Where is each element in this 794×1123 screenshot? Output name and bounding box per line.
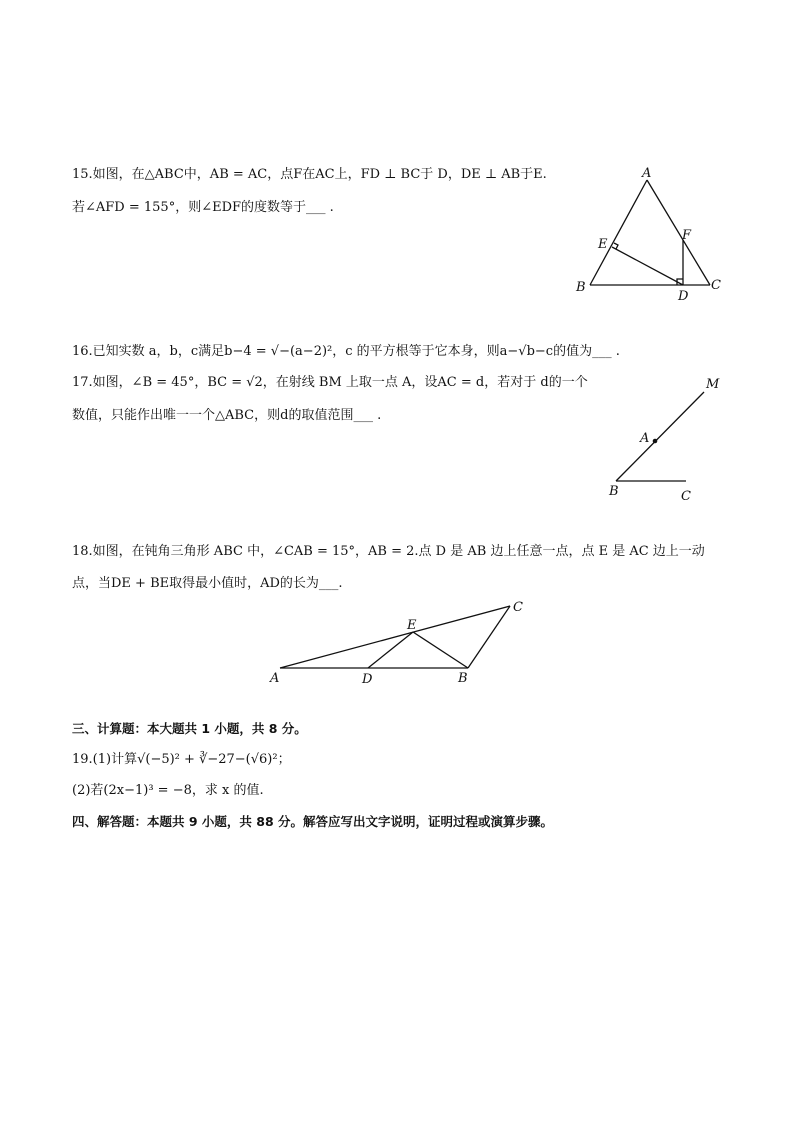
q17-label-A: A [640,431,650,446]
q18-line1: 18.如图，在钝角三角形 ABC 中，∠CAB = 15°，AB = 2.点 D 是 AB 边上任意一点，点 E 是 AC 边上一动 [72,544,705,559]
q15-label-E: E [598,237,608,252]
q18-label-B: B [458,671,468,686]
q16-line1: 16.已知实数 a，b，c满足b−4 = √−(a−2)²，c 的平方根等于它本身，则a−√b−c的值为___ . [72,344,620,359]
q17-figure [600,370,730,505]
q17-label-C: C [681,489,691,504]
q15-label-F: F [682,228,692,243]
q19-line2: (2)若(2x−1)³ = −8，求 x 的值. [72,783,264,798]
q15-line1: 15.如图，在△ABC中，AB = AC，点F在AC上，FD ⊥ BC于 D，DE ⊥ AB于E. [72,167,547,182]
q18-label-E: E [407,618,417,633]
q15-label-D: D [678,289,689,304]
q15-line2: 若∠AFD = 155°，则∠EDF的度数等于___ . [72,200,334,215]
q17-label-B: B [609,484,619,499]
section3-heading: 三、计算题：本大题共 1 小题，共 8 分。 [72,721,307,736]
q17-label-M: M [706,377,720,392]
q19-line1: 19.(1)计算√(−5)² + ∛−27−(√6)²； [72,752,291,767]
q15-label-C: C [711,278,721,293]
q17-line2: 数值，只能作出唯一一个△ABC，则d的取值范围___ . [72,408,382,423]
section4-heading: 四、解答题：本题共 9 小题，共 88 分。解答应写出文字说明，证明过程或演算步骤。 [72,814,554,829]
q18-figure [262,595,542,695]
q18-label-C: C [513,600,523,615]
q15-figure [570,165,730,305]
q18-label-A: A [270,671,280,686]
q18-label-D: D [362,672,373,687]
q15-label-A: A [642,166,652,181]
q18-line2: 点，当DE + BE取得最小值时，AD的长为___. [72,576,343,591]
q15-label-B: B [576,280,586,295]
q17-line1: 17.如图，∠B = 45°，BC = √2，在射线 BM 上取一点 A，设AC = d，若对于 d的一个 [72,375,588,390]
